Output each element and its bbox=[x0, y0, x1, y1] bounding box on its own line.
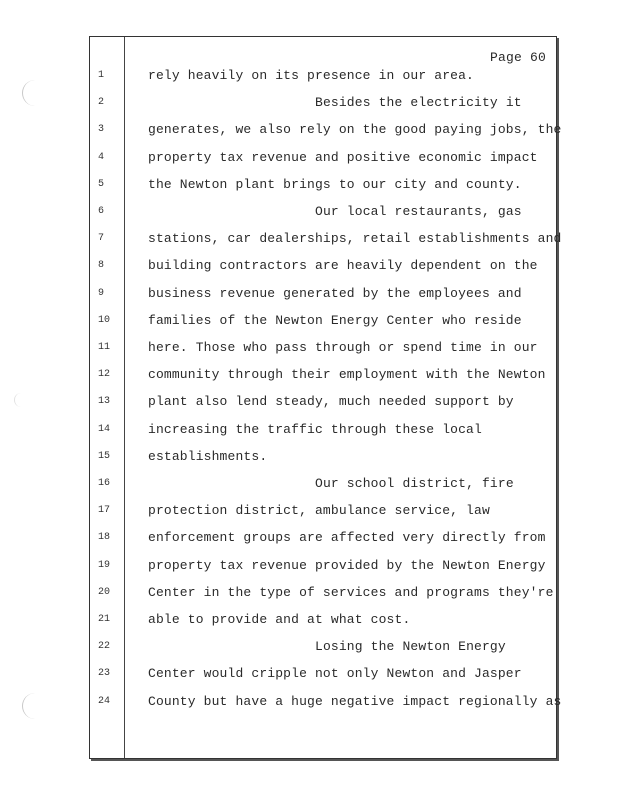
line-number: 13 bbox=[98, 396, 111, 408]
line-number: 20 bbox=[98, 586, 111, 598]
line-text: families of the Newton Energy Center who reside bbox=[148, 312, 522, 328]
line-number: 9 bbox=[98, 287, 105, 299]
line-number: 14 bbox=[98, 423, 111, 435]
line-number: 17 bbox=[98, 505, 111, 517]
transcript-line bbox=[90, 390, 556, 414]
line-text: Center in the type of services and programs they're bbox=[148, 584, 554, 600]
line-text: Center would cripple not only Newton and Jasper bbox=[148, 666, 522, 682]
transcript-line bbox=[90, 418, 556, 442]
transcript-line bbox=[90, 173, 556, 197]
line-text: rely heavily on its presence in our area. bbox=[148, 68, 475, 83]
line-text: protection district, ambulance service, law bbox=[148, 503, 490, 519]
line-number: 11 bbox=[98, 342, 111, 353]
line-number: 16 bbox=[98, 478, 111, 489]
transcript-line bbox=[90, 635, 556, 659]
transcript-line bbox=[90, 445, 556, 469]
line-text: Besides the electricity it bbox=[315, 95, 522, 111]
transcript-line bbox=[90, 690, 562, 714]
line-number: 8 bbox=[98, 260, 105, 272]
transcript-line bbox=[90, 581, 556, 605]
transcript-line bbox=[90, 554, 556, 578]
transcript-line bbox=[90, 472, 556, 496]
line-text: stations, car dealerships, retail establishments and bbox=[148, 231, 562, 247]
page-number: Page 60 bbox=[489, 50, 546, 65]
line-number: 12 bbox=[98, 369, 111, 381]
line-text: property tax revenue provided by the Newton Energy bbox=[148, 557, 546, 573]
line-number: 10 bbox=[98, 314, 111, 326]
transcript-page bbox=[89, 36, 562, 759]
line-number: 6 bbox=[98, 206, 105, 217]
line-number: 22 bbox=[98, 641, 111, 653]
line-text: generates, we also rely on the good paying jobs, the bbox=[148, 122, 562, 138]
transcript-line bbox=[90, 254, 556, 278]
line-number: 18 bbox=[98, 532, 111, 544]
line-number: 21 bbox=[98, 614, 111, 625]
binder-hole-middle bbox=[14, 393, 29, 407]
transcript-line bbox=[90, 200, 556, 224]
line-number: 7 bbox=[98, 233, 105, 245]
binder-hole-bottom bbox=[22, 693, 37, 719]
transcript-line bbox=[90, 146, 556, 170]
line-number: 23 bbox=[98, 668, 111, 680]
line-number: 4 bbox=[98, 151, 105, 163]
line-text: here. Those who pass through or spend time in our bbox=[148, 340, 538, 355]
transcript-line bbox=[90, 118, 562, 142]
line-text: Losing the Newton Energy bbox=[315, 639, 506, 655]
transcript-line bbox=[90, 91, 556, 115]
line-text: community through their employment with the Newton bbox=[148, 367, 546, 383]
binder-hole-top bbox=[22, 80, 37, 106]
transcript-line bbox=[90, 499, 556, 523]
transcript-line bbox=[90, 363, 556, 387]
transcript-line bbox=[90, 608, 556, 632]
transcript-line bbox=[90, 526, 556, 550]
line-text: Our local restaurants, gas bbox=[315, 204, 522, 219]
line-text: able to provide and at what cost. bbox=[148, 612, 411, 627]
line-number: 3 bbox=[98, 124, 105, 136]
transcript-line bbox=[90, 64, 556, 88]
line-text: building contractors are heavily dependent on the bbox=[148, 258, 538, 274]
line-text: Our school district, fire bbox=[315, 476, 514, 491]
transcript-line bbox=[90, 662, 556, 686]
line-text: property tax revenue and positive economic impact bbox=[148, 149, 538, 165]
line-number: 2 bbox=[98, 97, 105, 109]
line-text: enforcement groups are affected very directly from bbox=[148, 530, 546, 546]
line-number: 1 bbox=[98, 70, 105, 81]
transcript-line bbox=[90, 309, 556, 333]
line-number: 19 bbox=[98, 559, 111, 571]
line-text: increasing the traffic through these local bbox=[148, 421, 482, 437]
line-text: County but have a huge negative impact regionally as bbox=[148, 693, 562, 709]
line-number: 24 bbox=[98, 695, 111, 707]
line-number: 15 bbox=[98, 450, 111, 462]
line-text: establishments. bbox=[148, 448, 268, 464]
transcript-line bbox=[90, 336, 556, 360]
transcript-line bbox=[90, 227, 562, 251]
line-text: the Newton plant brings to our city and county. bbox=[148, 176, 522, 192]
transcript-line bbox=[90, 282, 556, 306]
line-text: plant also lend steady, much needed support by bbox=[148, 394, 514, 410]
line-text: business revenue generated by the employees and bbox=[148, 285, 522, 301]
line-number: 5 bbox=[98, 178, 105, 190]
